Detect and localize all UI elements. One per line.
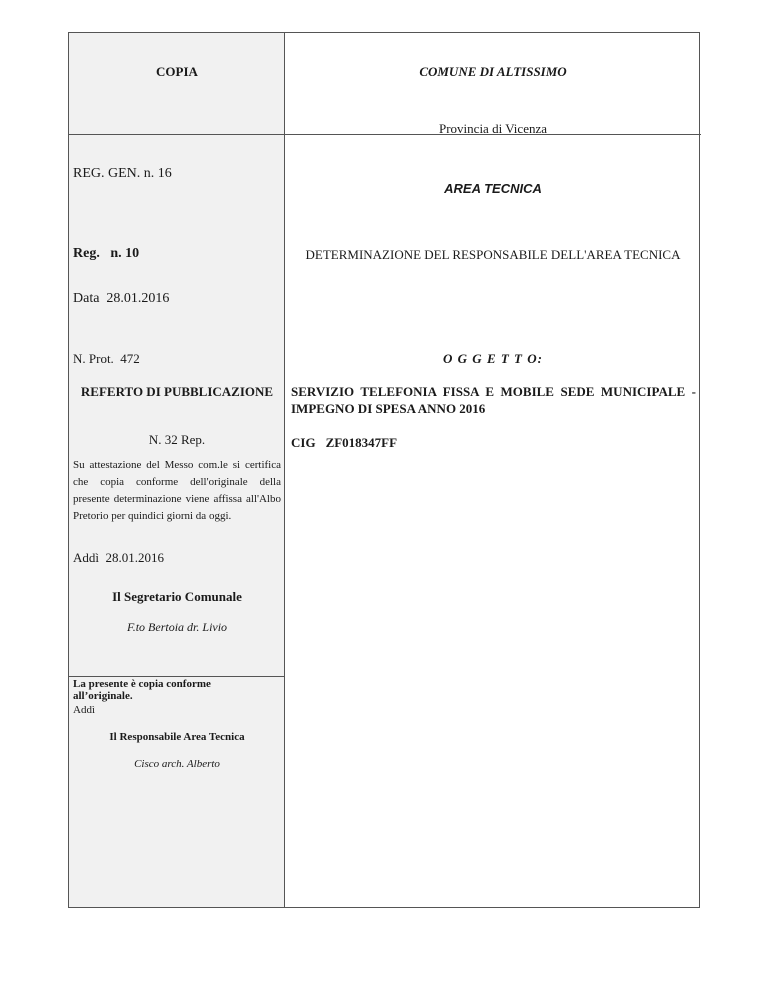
oggetto-label: O G G E T T O:: [443, 351, 543, 366]
cig-code: ZF018347FF: [325, 435, 398, 450]
reg-number: Reg. n. 10: [73, 246, 140, 261]
cig-line: [291, 435, 397, 451]
determinazione-heading: DETERMINAZIONE DEL RESPONSABILE DELL'AREA TECNICA: [305, 247, 681, 262]
comune-title: COMUNE DI ALTISSIMO: [419, 64, 567, 79]
conformity-line-2: all’originale.: [73, 690, 133, 702]
cig-label: CIG: [291, 435, 316, 450]
provincia-label: Provincia di Vicenza: [439, 121, 547, 136]
protocol-number: N. Prot. 472: [73, 351, 140, 366]
document-date: Data 28.01.2016: [73, 291, 170, 306]
conformity-divider: [69, 676, 285, 677]
document-frame: [68, 32, 700, 908]
responsabile-title: Il Responsabile Area Tecnica: [109, 731, 245, 743]
responsabile-name: Cisco arch. Alberto: [134, 758, 220, 770]
segretario-title: Il Segretario Comunale: [112, 589, 242, 604]
rep-number: N. 32 Rep.: [148, 432, 206, 447]
conformity-statement: [73, 678, 211, 702]
attestation-text: Su attestazione del Messo com.le si certifica che copia conforme dell'originale della presente determinazione viene affissa all'Albo Pretorio per quindici giorni da oggi.: [73, 459, 281, 522]
oggetto-text: SERVIZIO TELEFONIA FISSA E MOBILE SEDE MUNICIPALE - IMPEGNO DI SPESA ANNO 2016: [291, 384, 696, 416]
area-tecnica-heading: AREA TECNICA: [444, 181, 542, 196]
referto-title: REFERTO DI PUBBLICAZIONE: [80, 384, 274, 399]
publication-date: Addì 28.01.2016: [73, 550, 164, 565]
conformity-date-label: Addì: [73, 704, 95, 716]
reg-gen-number: REG. GEN. n. 16: [73, 166, 172, 181]
segretario-name: F.to Bertoia dr. Livio: [126, 620, 228, 634]
copia-label: COPIA: [156, 64, 198, 79]
conformity-line-1: La presente è copia conforme: [73, 678, 211, 690]
